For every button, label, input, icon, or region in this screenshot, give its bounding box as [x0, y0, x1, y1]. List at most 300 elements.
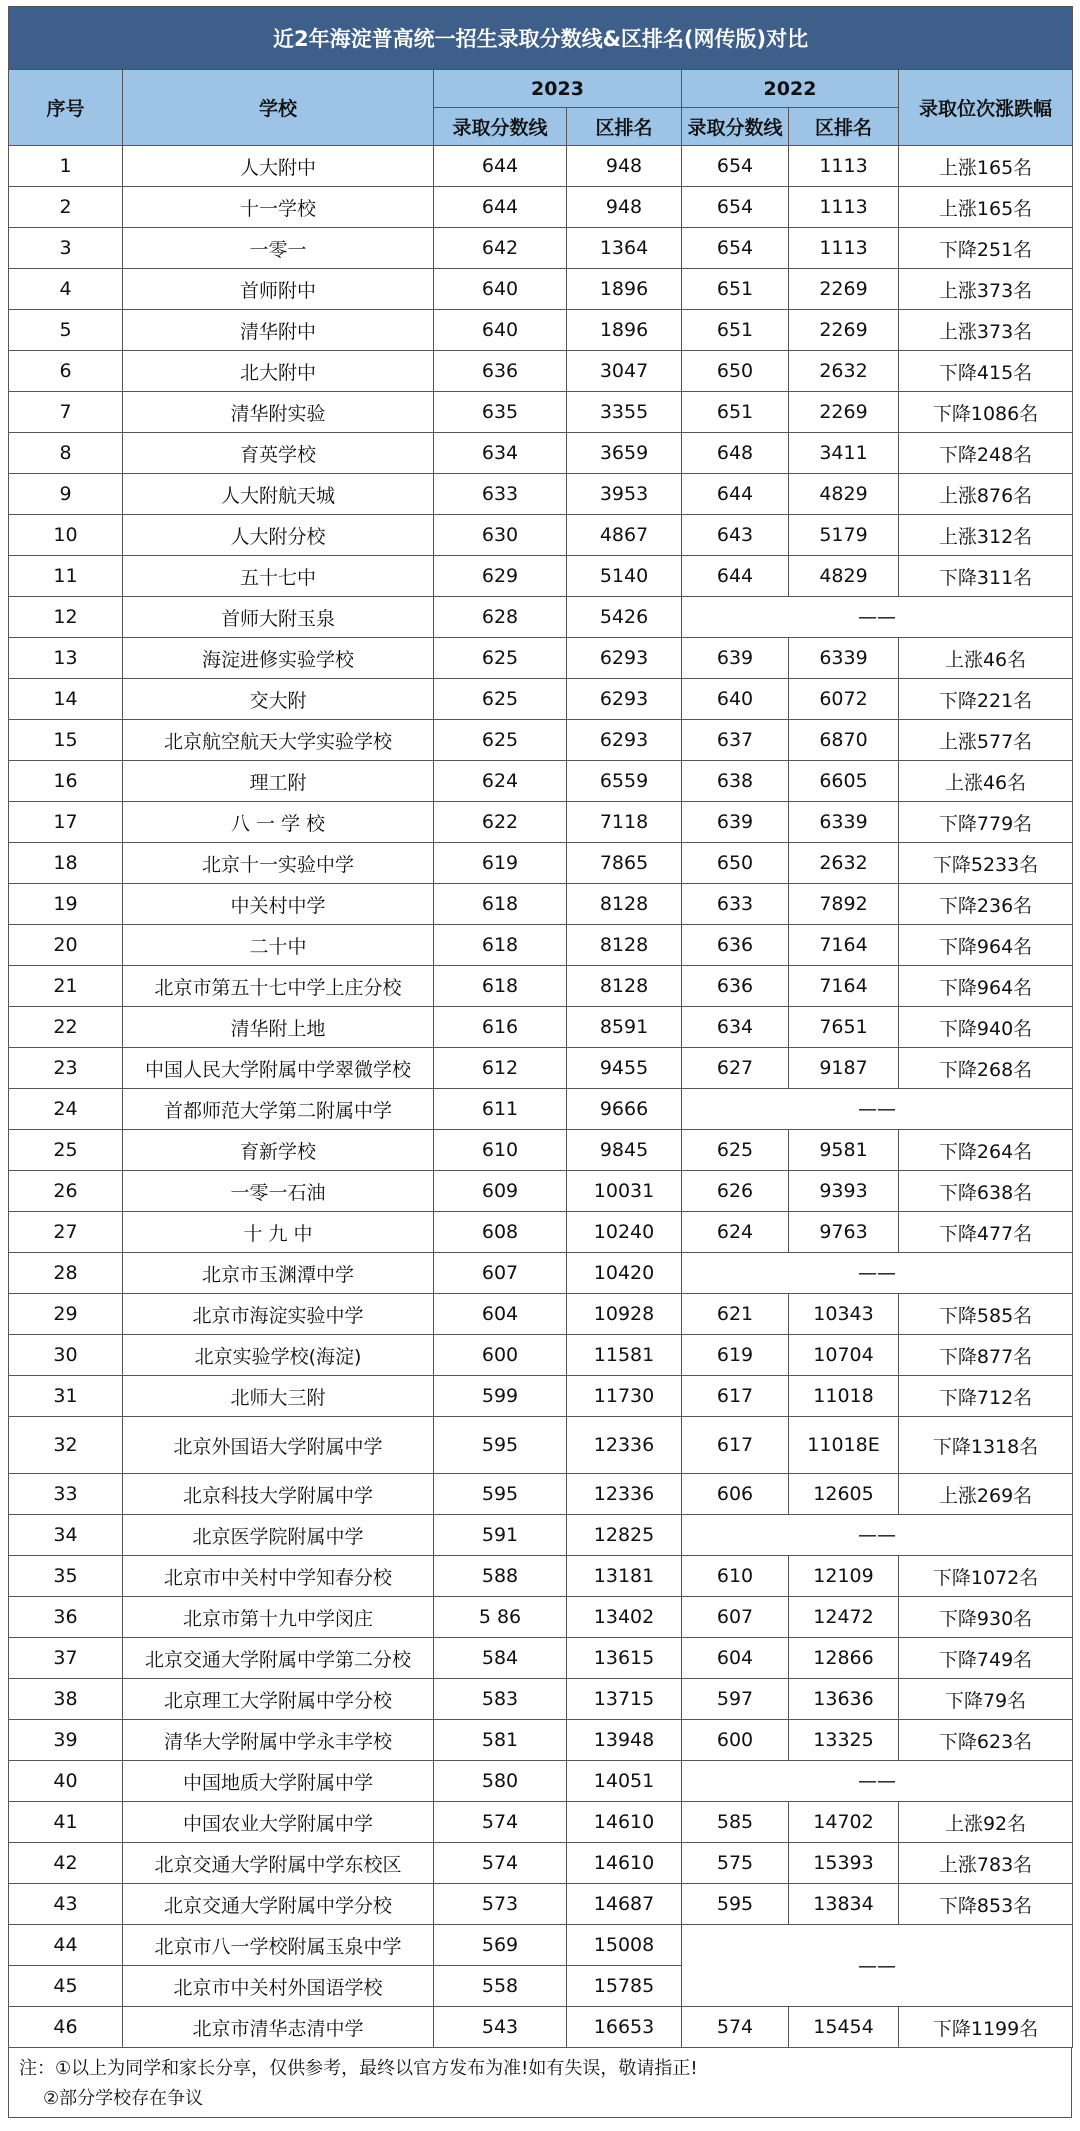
- cell-no-data: ——: [682, 1515, 1073, 1556]
- cell-rank-2023: 11581: [567, 1335, 682, 1376]
- table-row: [9, 638, 1073, 679]
- cell-score-2023: 622: [434, 802, 567, 843]
- cell-score-2023: 581: [434, 1720, 567, 1761]
- cell-change: 上涨373名: [899, 310, 1073, 351]
- cell-score-2023: 640: [434, 269, 567, 310]
- cell-score-2023: 642: [434, 228, 567, 269]
- table-row: [9, 1597, 1073, 1638]
- cell-school: 清华附上地: [123, 1007, 434, 1048]
- cell-school: 人大附航天城: [123, 474, 434, 515]
- cell-school: 交大附: [123, 679, 434, 720]
- cell-school: 北京理工大学附属中学分校: [123, 1679, 434, 1720]
- table-row: [9, 1376, 1073, 1417]
- table-row: [9, 228, 1073, 269]
- cell-index: 34: [9, 1515, 123, 1556]
- cell-school: 育新学校: [123, 1130, 434, 1171]
- table-row: [9, 843, 1073, 884]
- cell-change: 下降477名: [899, 1212, 1073, 1253]
- cell-rank-2023: 948: [567, 146, 682, 187]
- cell-change: 下降749名: [899, 1638, 1073, 1679]
- cell-score-2023: 625: [434, 638, 567, 679]
- table-row: [9, 925, 1073, 966]
- cell-no-data: ——: [682, 597, 1073, 638]
- cell-score-2023: 628: [434, 597, 567, 638]
- cell-change: 下降638名: [899, 1171, 1073, 1212]
- cell-score-2023: 612: [434, 1048, 567, 1089]
- cell-score-2022: 651: [682, 269, 789, 310]
- cell-rank-2022: 12866: [789, 1638, 899, 1679]
- cell-rank-2022: 1113: [789, 228, 899, 269]
- cell-score-2023: 630: [434, 515, 567, 556]
- cell-change: 下降264名: [899, 1130, 1073, 1171]
- cell-rank-2023: 13402: [567, 1597, 682, 1638]
- cell-school: 育英学校: [123, 433, 434, 474]
- cell-index: 24: [9, 1089, 123, 1130]
- cell-change: 下降248名: [899, 433, 1073, 474]
- table-row: [9, 1212, 1073, 1253]
- cell-score-2022: 621: [682, 1294, 789, 1335]
- cell-index: 4: [9, 269, 123, 310]
- cell-score-2023: 609: [434, 1171, 567, 1212]
- cell-rank-2022: 13834: [789, 1884, 899, 1925]
- cell-index: 11: [9, 556, 123, 597]
- cell-rank-2023: 3047: [567, 351, 682, 392]
- table-row: [9, 1130, 1073, 1171]
- header-rank-2023: 区排名: [567, 108, 682, 146]
- cell-rank-2022: 2632: [789, 351, 899, 392]
- cell-rank-2022: 12605: [789, 1474, 899, 1515]
- cell-index: 40: [9, 1761, 123, 1802]
- cell-rank-2023: 9455: [567, 1048, 682, 1089]
- table-row: [9, 966, 1073, 1007]
- cell-score-2022: 636: [682, 925, 789, 966]
- cell-rank-2023: 8591: [567, 1007, 682, 1048]
- cell-change: 下降221名: [899, 679, 1073, 720]
- cell-rank-2023: 8128: [567, 966, 682, 1007]
- cell-rank-2022: 15454: [789, 2007, 899, 2048]
- table-row: [9, 556, 1073, 597]
- cell-index: 37: [9, 1638, 123, 1679]
- table-row: [9, 1253, 1073, 1294]
- cell-score-2023: 580: [434, 1761, 567, 1802]
- cell-school: 北京实验学校(海淀): [123, 1335, 434, 1376]
- cell-score-2022: 651: [682, 310, 789, 351]
- cell-school: 清华附中: [123, 310, 434, 351]
- table-row: [9, 802, 1073, 843]
- cell-index: 21: [9, 966, 123, 1007]
- cell-rank-2023: 3355: [567, 392, 682, 433]
- cell-change: 下降1086名: [899, 392, 1073, 433]
- cell-rank-2023: 9666: [567, 1089, 682, 1130]
- cell-rank-2023: 8128: [567, 884, 682, 925]
- table-row: [9, 1720, 1073, 1761]
- cell-score-2023: 618: [434, 884, 567, 925]
- cell-rank-2023: 14051: [567, 1761, 682, 1802]
- cell-rank-2023: 6293: [567, 720, 682, 761]
- cell-change: 上涨165名: [899, 146, 1073, 187]
- cell-rank-2022: 12109: [789, 1556, 899, 1597]
- cell-change: 上涨269名: [899, 1474, 1073, 1515]
- cell-rank-2023: 5426: [567, 597, 682, 638]
- cell-score-2023: 543: [434, 2007, 567, 2048]
- cell-school: 中国地质大学附属中学: [123, 1761, 434, 1802]
- cell-rank-2022: 13325: [789, 1720, 899, 1761]
- cell-change: 下降251名: [899, 228, 1073, 269]
- cell-change: 上涨373名: [899, 269, 1073, 310]
- cell-index: 16: [9, 761, 123, 802]
- cell-school: 海淀进修实验学校: [123, 638, 434, 679]
- score-table: [8, 6, 1073, 2048]
- cell-rank-2023: 6293: [567, 679, 682, 720]
- cell-index: 6: [9, 351, 123, 392]
- cell-rank-2023: 12336: [567, 1417, 682, 1474]
- cell-rank-2023: 10928: [567, 1294, 682, 1335]
- cell-index: 43: [9, 1884, 123, 1925]
- cell-score-2022: 607: [682, 1597, 789, 1638]
- cell-score-2022: 606: [682, 1474, 789, 1515]
- cell-index: 1: [9, 146, 123, 187]
- cell-index: 25: [9, 1130, 123, 1171]
- cell-rank-2023: 3659: [567, 433, 682, 474]
- header-change: 录取位次涨跌幅: [899, 70, 1073, 146]
- cell-rank-2022: 2269: [789, 392, 899, 433]
- cell-rank-2022: 3411: [789, 433, 899, 474]
- cell-score-2023: 634: [434, 433, 567, 474]
- table-row: [9, 1474, 1073, 1515]
- cell-rank-2022: 1113: [789, 146, 899, 187]
- cell-rank-2023: 13948: [567, 1720, 682, 1761]
- table-body: [9, 146, 1073, 2048]
- cell-rank-2023: 8128: [567, 925, 682, 966]
- cell-rank-2022: 9187: [789, 1048, 899, 1089]
- cell-index: 29: [9, 1294, 123, 1335]
- cell-rank-2022: 13636: [789, 1679, 899, 1720]
- cell-score-2023: 618: [434, 925, 567, 966]
- cell-rank-2022: 9581: [789, 1130, 899, 1171]
- header-index: 序号: [9, 70, 123, 146]
- cell-score-2023: 5 86: [434, 1597, 567, 1638]
- cell-school: 北京市第十九中学闵庄: [123, 1597, 434, 1638]
- cell-school: 五十七中: [123, 556, 434, 597]
- cell-index: 22: [9, 1007, 123, 1048]
- cell-score-2022: 604: [682, 1638, 789, 1679]
- cell-rank-2023: 13181: [567, 1556, 682, 1597]
- cell-school: 理工附: [123, 761, 434, 802]
- cell-score-2023: 569: [434, 1925, 567, 1966]
- cell-change: 下降853名: [899, 1884, 1073, 1925]
- cell-rank-2023: 1364: [567, 228, 682, 269]
- cell-score-2023: 584: [434, 1638, 567, 1679]
- cell-score-2023: 624: [434, 761, 567, 802]
- header-year-2023: 2023: [434, 70, 682, 108]
- cell-change: 下降1318名: [899, 1417, 1073, 1474]
- cell-index: 19: [9, 884, 123, 925]
- cell-rank-2023: 6293: [567, 638, 682, 679]
- cell-rank-2022: 10704: [789, 1335, 899, 1376]
- cell-change: 下降964名: [899, 925, 1073, 966]
- cell-change: 上涨577名: [899, 720, 1073, 761]
- cell-rank-2022: 4829: [789, 474, 899, 515]
- cell-rank-2022: 7164: [789, 966, 899, 1007]
- cell-rank-2023: 948: [567, 187, 682, 228]
- cell-index: 12: [9, 597, 123, 638]
- cell-school: 北京交通大学附属中学分校: [123, 1884, 434, 1925]
- cell-rank-2023: 12825: [567, 1515, 682, 1556]
- cell-rank-2023: 1896: [567, 269, 682, 310]
- table-row: [9, 187, 1073, 228]
- cell-score-2023: 633: [434, 474, 567, 515]
- cell-school: 北京医学院附属中学: [123, 1515, 434, 1556]
- table-row: [9, 2007, 1073, 2048]
- table-row: [9, 1843, 1073, 1884]
- cell-score-2022: 634: [682, 1007, 789, 1048]
- table-row: [9, 1925, 1073, 1966]
- cell-change: 下降930名: [899, 1597, 1073, 1638]
- cell-index: 30: [9, 1335, 123, 1376]
- footnote-line-1: 注：①以上为同学和家长分享，仅供参考，最终以官方发布为准!如有失误，敬请指正!: [19, 2058, 698, 2079]
- cell-index: 15: [9, 720, 123, 761]
- cell-school: 中关村中学: [123, 884, 434, 925]
- cell-score-2023: 558: [434, 1966, 567, 2007]
- table-row: [9, 1761, 1073, 1802]
- cell-school: 北京交通大学附属中学东校区: [123, 1843, 434, 1884]
- cell-index: 36: [9, 1597, 123, 1638]
- cell-score-2022: 654: [682, 228, 789, 269]
- cell-score-2023: 599: [434, 1376, 567, 1417]
- table-row: [9, 884, 1073, 925]
- cell-change: 上涨92名: [899, 1802, 1073, 1843]
- cell-index: 42: [9, 1843, 123, 1884]
- cell-school: 北师大三附: [123, 1376, 434, 1417]
- cell-score-2022: 626: [682, 1171, 789, 1212]
- cell-school: 首都师范大学第二附属中学: [123, 1089, 434, 1130]
- cell-score-2023: 607: [434, 1253, 567, 1294]
- table-row: [9, 1556, 1073, 1597]
- cell-rank-2022: 15393: [789, 1843, 899, 1884]
- cell-rank-2022: 6870: [789, 720, 899, 761]
- cell-rank-2023: 12336: [567, 1474, 682, 1515]
- cell-score-2023: 608: [434, 1212, 567, 1253]
- cell-rank-2022: 9763: [789, 1212, 899, 1253]
- cell-no-data: ——: [682, 1253, 1073, 1294]
- cell-school: 二十中: [123, 925, 434, 966]
- cell-index: 13: [9, 638, 123, 679]
- cell-index: 39: [9, 1720, 123, 1761]
- cell-rank-2023: 10240: [567, 1212, 682, 1253]
- cell-index: 26: [9, 1171, 123, 1212]
- cell-score-2022: 595: [682, 1884, 789, 1925]
- cell-rank-2023: 14610: [567, 1843, 682, 1884]
- cell-rank-2022: 9393: [789, 1171, 899, 1212]
- cell-change: 下降779名: [899, 802, 1073, 843]
- cell-score-2023: 635: [434, 392, 567, 433]
- table-row: [9, 310, 1073, 351]
- cell-score-2023: 583: [434, 1679, 567, 1720]
- cell-index: 23: [9, 1048, 123, 1089]
- cell-score-2023: 573: [434, 1884, 567, 1925]
- cell-rank-2022: 14702: [789, 1802, 899, 1843]
- cell-score-2023: 600: [434, 1335, 567, 1376]
- cell-index: 5: [9, 310, 123, 351]
- cell-index: 2: [9, 187, 123, 228]
- cell-rank-2022: 6339: [789, 638, 899, 679]
- cell-score-2022: 624: [682, 1212, 789, 1253]
- cell-index: 18: [9, 843, 123, 884]
- cell-score-2023: 610: [434, 1130, 567, 1171]
- cell-school: 清华附实验: [123, 392, 434, 433]
- cell-rank-2023: 15008: [567, 1925, 682, 1966]
- cell-school: 北大附中: [123, 351, 434, 392]
- cell-index: 9: [9, 474, 123, 515]
- cell-index: 3: [9, 228, 123, 269]
- cell-rank-2022: 2632: [789, 843, 899, 884]
- cell-rank-2023: 9845: [567, 1130, 682, 1171]
- table-row: [9, 761, 1073, 802]
- header-score-2022: 录取分数线: [682, 108, 789, 146]
- cell-school: 北京市中关村中学知春分校: [123, 1556, 434, 1597]
- table-row: [9, 1089, 1073, 1130]
- cell-school: 北京十一实验中学: [123, 843, 434, 884]
- cell-score-2022: 617: [682, 1376, 789, 1417]
- cell-school: 人大附分校: [123, 515, 434, 556]
- cell-rank-2022: 10343: [789, 1294, 899, 1335]
- table-row: [9, 1417, 1073, 1474]
- header-rank-2022: 区排名: [789, 108, 899, 146]
- cell-change: 下降236名: [899, 884, 1073, 925]
- cell-change: 上涨312名: [899, 515, 1073, 556]
- cell-score-2022: 644: [682, 474, 789, 515]
- cell-school: 北京市海淀实验中学: [123, 1294, 434, 1335]
- cell-index: 28: [9, 1253, 123, 1294]
- footnote-line-2: ②部分学校存在争议: [43, 2088, 204, 2109]
- cell-score-2023: 618: [434, 966, 567, 1007]
- cell-change: 下降877名: [899, 1335, 1073, 1376]
- cell-score-2023: 574: [434, 1802, 567, 1843]
- cell-change: 下降1199名: [899, 2007, 1073, 2048]
- cell-score-2022: 643: [682, 515, 789, 556]
- table-row: [9, 1802, 1073, 1843]
- cell-score-2022: 639: [682, 802, 789, 843]
- cell-school: 首师大附玉泉: [123, 597, 434, 638]
- cell-school: 中国人民大学附属中学翠微学校: [123, 1048, 434, 1089]
- score-table-sheet: [8, 6, 1072, 2118]
- cell-score-2023: 595: [434, 1474, 567, 1515]
- table-row: [9, 1007, 1073, 1048]
- cell-school: 北京市清华志清中学: [123, 2007, 434, 2048]
- cell-index: 8: [9, 433, 123, 474]
- cell-score-2022: 654: [682, 187, 789, 228]
- table-row: [9, 351, 1073, 392]
- cell-index: 41: [9, 1802, 123, 1843]
- header-year-2022: 2022: [682, 70, 899, 108]
- cell-rank-2023: 3953: [567, 474, 682, 515]
- cell-school: 北京市第五十七中学上庄分校: [123, 966, 434, 1007]
- cell-rank-2022: 4829: [789, 556, 899, 597]
- cell-score-2022: 651: [682, 392, 789, 433]
- cell-index: 45: [9, 1966, 123, 2007]
- cell-rank-2022: 6605: [789, 761, 899, 802]
- cell-change: 下降5233名: [899, 843, 1073, 884]
- cell-rank-2022: 7651: [789, 1007, 899, 1048]
- cell-score-2023: 595: [434, 1417, 567, 1474]
- cell-change: 上涨46名: [899, 761, 1073, 802]
- cell-score-2022: 574: [682, 2007, 789, 2048]
- footnote: [8, 2048, 1072, 2118]
- cell-score-2022: 639: [682, 638, 789, 679]
- cell-school: 北京市玉渊潭中学: [123, 1253, 434, 1294]
- cell-score-2023: 611: [434, 1089, 567, 1130]
- header-score-2023: 录取分数线: [434, 108, 567, 146]
- cell-school: 北京市中关村外国语学校: [123, 1966, 434, 2007]
- cell-rank-2022: 11018: [789, 1376, 899, 1417]
- cell-school: 北京航空航天大学实验学校: [123, 720, 434, 761]
- table-row: [9, 1335, 1073, 1376]
- cell-rank-2022: 1113: [789, 187, 899, 228]
- cell-score-2023: 644: [434, 146, 567, 187]
- table-row: [9, 1884, 1073, 1925]
- cell-score-2023: 616: [434, 1007, 567, 1048]
- cell-score-2023: 604: [434, 1294, 567, 1335]
- cell-rank-2023: 7865: [567, 843, 682, 884]
- cell-score-2022: 644: [682, 556, 789, 597]
- cell-no-data: ——: [682, 1761, 1073, 1802]
- cell-change: 下降623名: [899, 1720, 1073, 1761]
- cell-index: 14: [9, 679, 123, 720]
- cell-school: 北京市八一学校附属玉泉中学: [123, 1925, 434, 1966]
- cell-score-2023: 640: [434, 310, 567, 351]
- cell-school: 北京外国语大学附属中学: [123, 1417, 434, 1474]
- cell-score-2023: 644: [434, 187, 567, 228]
- table-row: [9, 269, 1073, 310]
- cell-score-2023: 625: [434, 720, 567, 761]
- cell-score-2023: 591: [434, 1515, 567, 1556]
- cell-rank-2023: 11730: [567, 1376, 682, 1417]
- cell-rank-2023: 5140: [567, 556, 682, 597]
- cell-score-2022: 610: [682, 1556, 789, 1597]
- cell-index: 32: [9, 1417, 123, 1474]
- cell-school: 北京科技大学附属中学: [123, 1474, 434, 1515]
- table-row: [9, 1171, 1073, 1212]
- cell-school: 八 一 学 校: [123, 802, 434, 843]
- cell-rank-2023: 4867: [567, 515, 682, 556]
- cell-rank-2022: 2269: [789, 310, 899, 351]
- cell-change: 下降311名: [899, 556, 1073, 597]
- cell-rank-2022: 7164: [789, 925, 899, 966]
- table-row: [9, 1638, 1073, 1679]
- cell-school: 一零一石油: [123, 1171, 434, 1212]
- table-row: [9, 1679, 1073, 1720]
- cell-score-2022: 627: [682, 1048, 789, 1089]
- cell-change: 上涨46名: [899, 638, 1073, 679]
- cell-score-2022: 640: [682, 679, 789, 720]
- table-row: [9, 679, 1073, 720]
- cell-score-2023: 619: [434, 843, 567, 884]
- cell-change: 下降415名: [899, 351, 1073, 392]
- cell-index: 33: [9, 1474, 123, 1515]
- cell-school: 十一学校: [123, 187, 434, 228]
- cell-score-2022: 617: [682, 1417, 789, 1474]
- table-title: 近2年海淀普高统一招生录取分数线&区排名(网传版)对比: [9, 7, 1073, 70]
- table-row: [9, 720, 1073, 761]
- cell-rank-2022: 6339: [789, 802, 899, 843]
- cell-score-2022: 625: [682, 1130, 789, 1171]
- cell-change: 下降585名: [899, 1294, 1073, 1335]
- cell-rank-2022: 11018E: [789, 1417, 899, 1474]
- cell-rank-2023: 7118: [567, 802, 682, 843]
- cell-score-2022: 650: [682, 843, 789, 884]
- table-row: [9, 146, 1073, 187]
- cell-score-2022: 597: [682, 1679, 789, 1720]
